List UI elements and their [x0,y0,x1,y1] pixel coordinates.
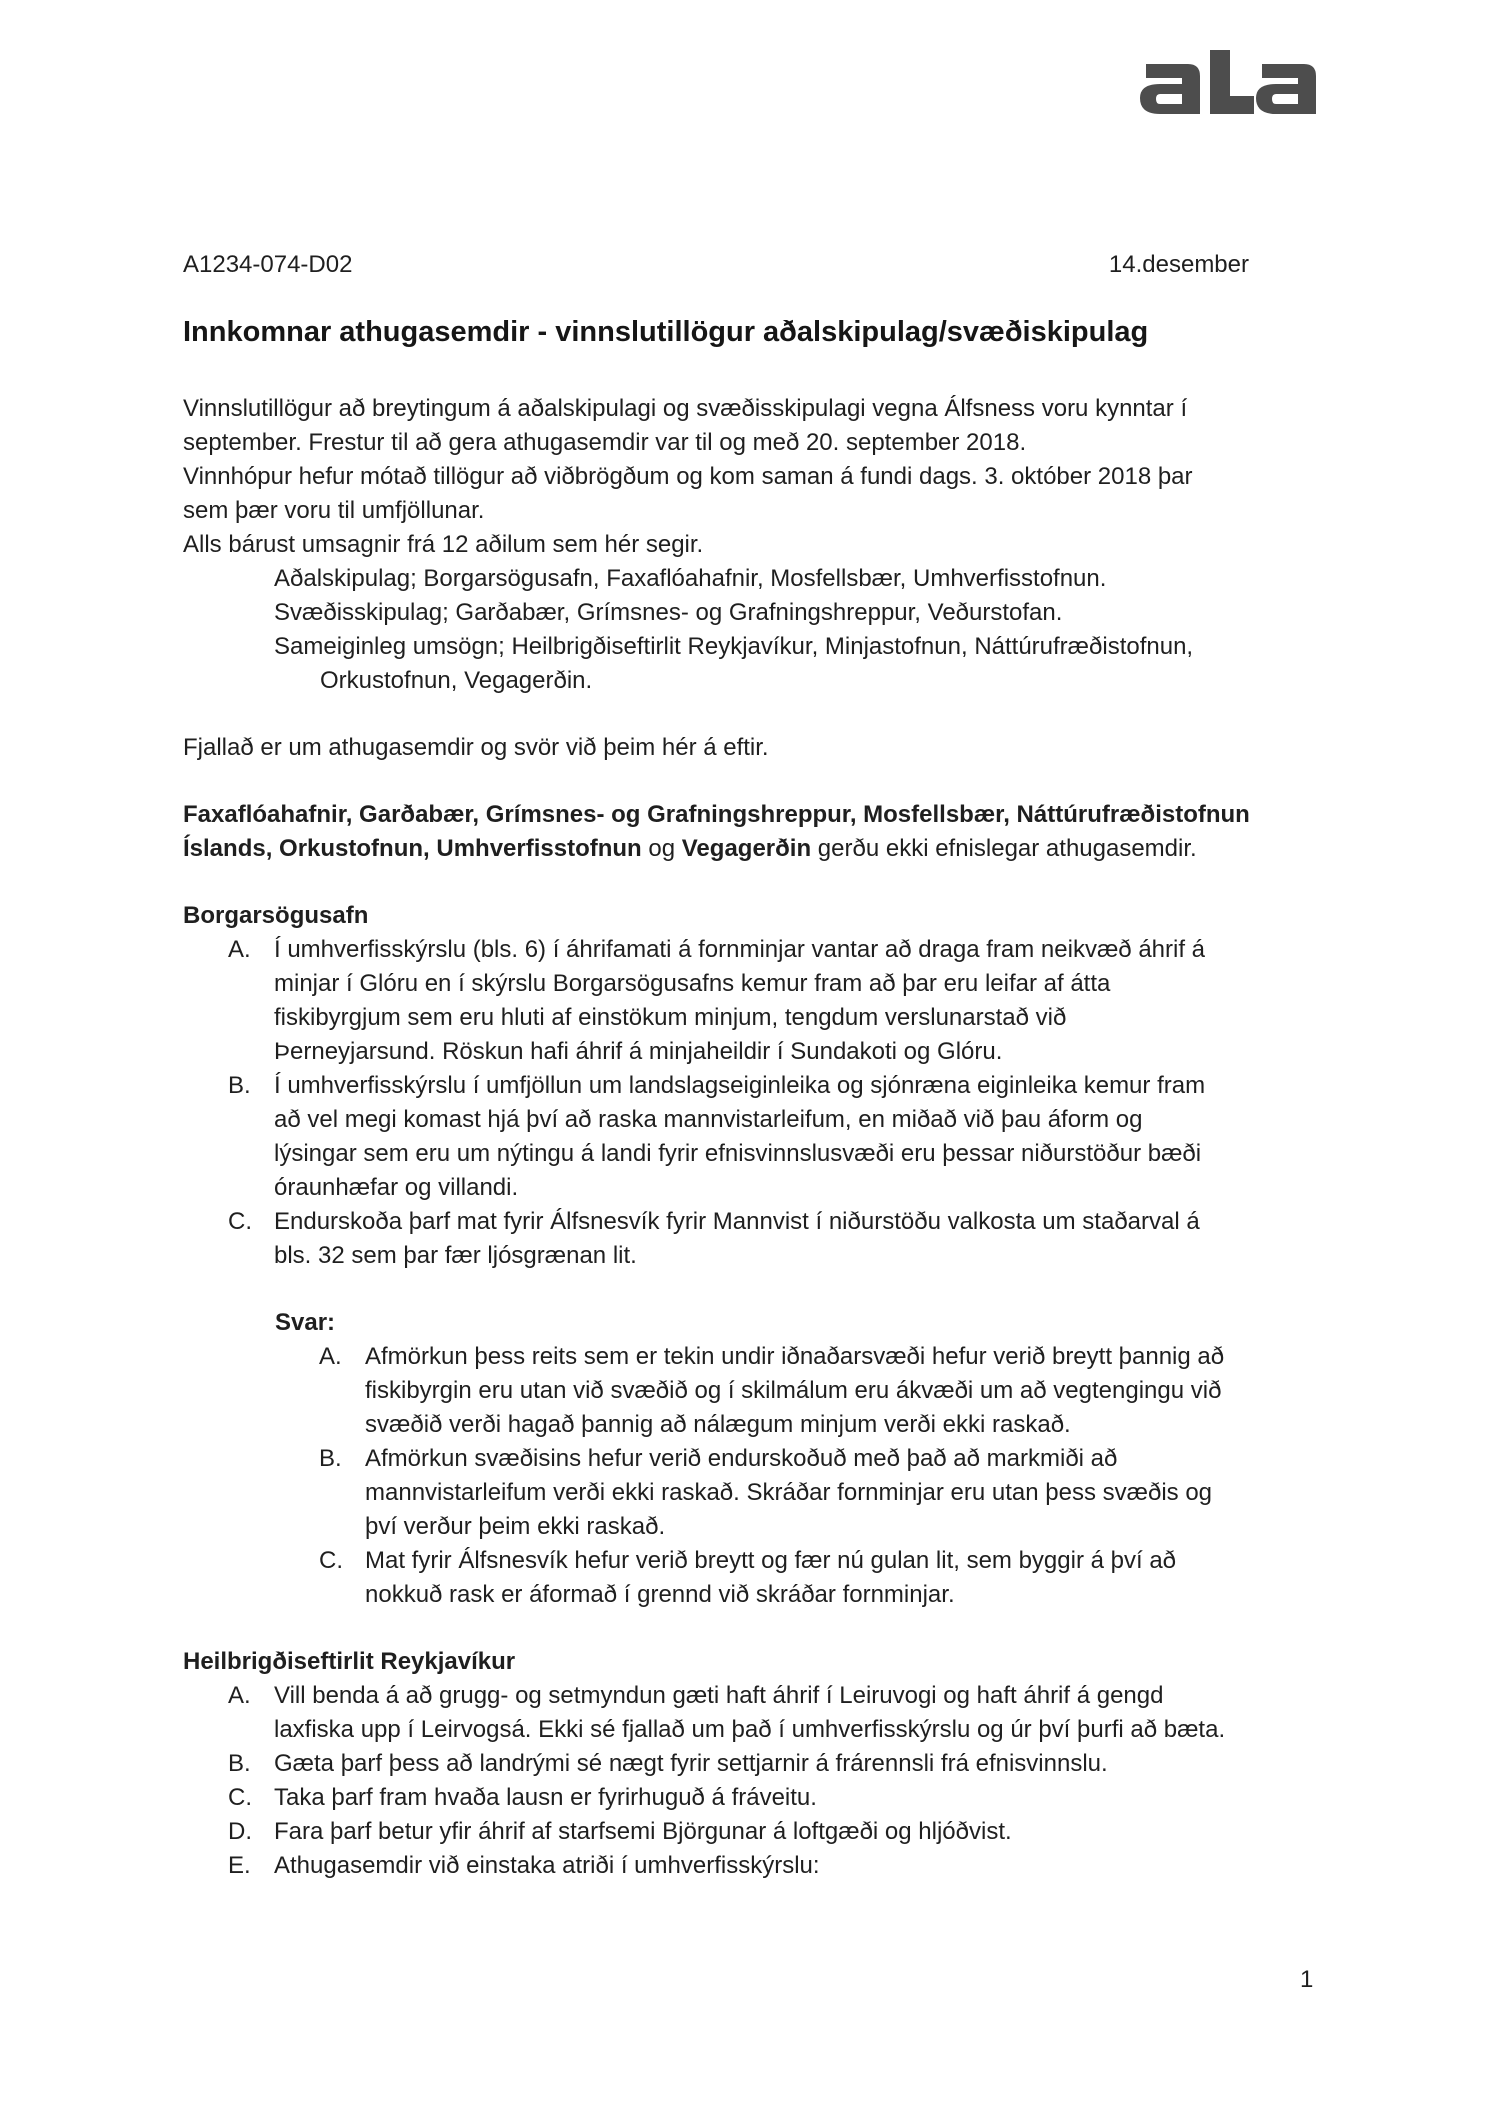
intro-line: sem þær voru til umfjöllunar. [183,497,485,524]
list-line: Afmörkun svæðisins hefur verið endurskoðuð með það að markmiði að [365,1445,1118,1472]
list-text [365,1544,1333,1612]
list-text [274,1069,1333,1205]
list-line: mannvistarleifum verði ekki raskað. Skráðar fornminjar eru utan þess svæðis og [365,1479,1213,1506]
page-number: 1 [1300,1966,1314,1993]
summary-line: Fjallað er um athugasemdir og svör við þeim hér á eftir. [183,734,769,761]
list-text [274,1815,1333,1849]
document-body [183,248,1333,1883]
list-item [319,1544,1333,1612]
document-reference: A1234-074-D02 [183,251,353,278]
list-text [274,933,1333,1069]
list-line: því verður þeim ekki raskað. [365,1513,666,1540]
list-line: nokkuð rask er áformað í grennd við skráðar fornminjar. [365,1581,955,1608]
intro-line: Vinnslutillögur að breytingum á aðalskipulagi og svæðisskipulagi vegna Álfsness voru kynntar í [183,395,1188,422]
list-marker: B. [228,1750,251,1777]
no-comments-bold: Vegagerðin [681,835,812,862]
list-line: Athugasemdir við einstaka atriði í umhverfisskýrslu: [274,1852,820,1879]
list-line: Í umhverfisskýrslu (bls. 6) í áhrifamati á fornminjar vantar að draga fram neikvæð áhrif á [274,936,1206,963]
list-text [365,1442,1333,1544]
list-line: bls. 32 sem þar fær ljósgrænan lit. [274,1242,637,1269]
list-line: Afmörkun þess reits sem er tekin undir iðnaðarsvæði hefur verið breytt þannig að [365,1343,1225,1370]
list-line: minjar í Glóru en í skýrslu Borgarsögusafns kemur fram að þar eru leifar af átta [274,970,1111,997]
list-item [228,1849,1333,1883]
intro-line: Alls bárust umsagnir frá 12 aðilum sem hér segir. [183,531,704,558]
comment-list [183,1679,1333,1883]
list-line: lýsingar sem eru um nýtingu á landi fyrir efnisvinnslusvæði eru þessar niðurstöður bæði [274,1140,1202,1167]
list-text [274,1679,1333,1747]
list-line: Þerneyjarsund. Röskun hafi áhrif á minjaheildir í Sundakoti og Glóru. [274,1038,1003,1065]
list-marker: C. [228,1208,252,1235]
list-marker: B. [228,1072,251,1099]
list-line: svæðið verði hagað þannig að nálægum minjum verði ekki raskað. [365,1411,1071,1438]
list-marker: A. [228,936,251,963]
list-item [319,1442,1333,1544]
list-marker: A. [319,1343,342,1370]
list-text [274,1747,1333,1781]
answer-section [183,1306,1333,1612]
list-item [228,933,1333,1069]
no-comments-text: gerðu ekki efnislegar athugasemdir. [811,835,1197,862]
ala-logo [1138,50,1323,116]
list-text [365,1340,1333,1442]
list-line: Í umhverfisskýrslu í umfjöllun um landslagseiginleika og sjónræna eiginleika kemur fram [274,1072,1206,1099]
no-comments-text: og [641,835,682,862]
list-marker: C. [319,1547,343,1574]
group-line: Aðalskipulag; Borgarsögusafn, Faxaflóahafnir, Mosfellsbær, Umhverfisstofnun. [274,565,1107,592]
list-item [228,1747,1333,1781]
list-text [274,1849,1333,1883]
group-line: Svæðisskipulag; Garðabær, Grímsnes- og Grafningshreppur, Veðurstofan. [274,599,1063,626]
list-line: Gæta þarf þess að landrými sé nægt fyrir settjarnir á frárennsli frá efnisvinnslu. [274,1750,1108,1777]
list-line: að vel megi komast hjá því að raska mannvistarleifum, en miðað við þau áform og [274,1106,1143,1133]
answer-list [275,1340,1333,1612]
answer-title: Svar: [275,1309,336,1336]
list-marker: E. [228,1852,251,1879]
no-comments-bold: Faxaflóahafnir, Garðabær, Grímsnes- og Grafningshreppur, Mosfellsbær, Náttúrufræðistofnun [183,801,1250,828]
list-line: Fara þarf betur yfir áhrif af starfsemi Björgunar á loftgæði og hljóðvist. [274,1818,1012,1845]
list-marker: A. [228,1682,251,1709]
intro-line: Vinnhópur hefur mótað tillögur að viðbrögðum og kom saman á fundi dags. 3. október 2018 þar [183,463,1193,490]
list-line: laxfiska upp í Leirvogsá. Ekki sé fjallað um það í umhverfisskýrslu og úr því þurfi að bæta. [274,1716,1226,1743]
list-item [228,1781,1333,1815]
list-line: Vill benda á að grugg- og setmyndun gæti haft áhrif í Leiruvogi og haft áhrif á gengd [274,1682,1164,1709]
list-item [228,1679,1333,1747]
comment-list [183,933,1333,1273]
list-item [228,1069,1333,1205]
header-row [183,248,1249,282]
list-item [319,1340,1333,1442]
heilbrigdiseftirlit-section [183,1645,1333,1883]
list-line: fiskibyrgin eru utan við svæðið og í skilmálum eru ákvæði um að vegtengingu við [365,1377,1222,1404]
document-date: 14.desember [1108,251,1249,278]
list-text [274,1781,1333,1815]
group-line: Sameiginleg umsögn; Heilbrigðiseftirlit Reykjavíkur, Minjastofnun, Náttúrufræðistofnun, [274,633,1194,660]
list-text [274,1205,1333,1273]
no-comments-bold: Íslands, Orkustofnun, Umhverfisstofnun [183,835,642,862]
list-item [228,1815,1333,1849]
document-title: Innkomnar athugasemdir - vinnslutillögur aðalskipulag/svæðiskipulag [183,316,1149,348]
list-line: Mat fyrir Álfsnesvík hefur verið breytt og fær nú gulan lit, sem byggir á því að [365,1547,1177,1574]
section-title: Borgarsögusafn [183,902,369,929]
intro-line: september. Frestur til að gera athugasemdir var til og með 20. september 2018. [183,429,1027,456]
no-comments-section [183,798,1333,866]
borgarsogusafn-section [183,899,1333,1612]
list-marker: C. [228,1784,252,1811]
list-line: fiskibyrgjum sem eru hluti af einstökum minjum, tengdum verslunarstað við [274,1004,1067,1031]
list-line: Taka þarf fram hvaða lausn er fyrirhuguð á fráveitu. [274,1784,817,1811]
list-marker: B. [319,1445,342,1472]
list-item [228,1205,1333,1273]
intro-section [183,392,1333,698]
section-title: Heilbrigðiseftirlit Reykjavíkur [183,1648,516,1675]
list-line: óraunhæfar og villandi. [274,1174,519,1201]
list-line: Endurskoða þarf mat fyrir Álfsnesvík fyrir Mannvist í niðurstöðu valkosta um staðarval á [274,1208,1200,1235]
list-marker: D. [228,1818,252,1845]
group-line-continuation: Orkustofnun, Vegagerðin. [320,667,593,694]
